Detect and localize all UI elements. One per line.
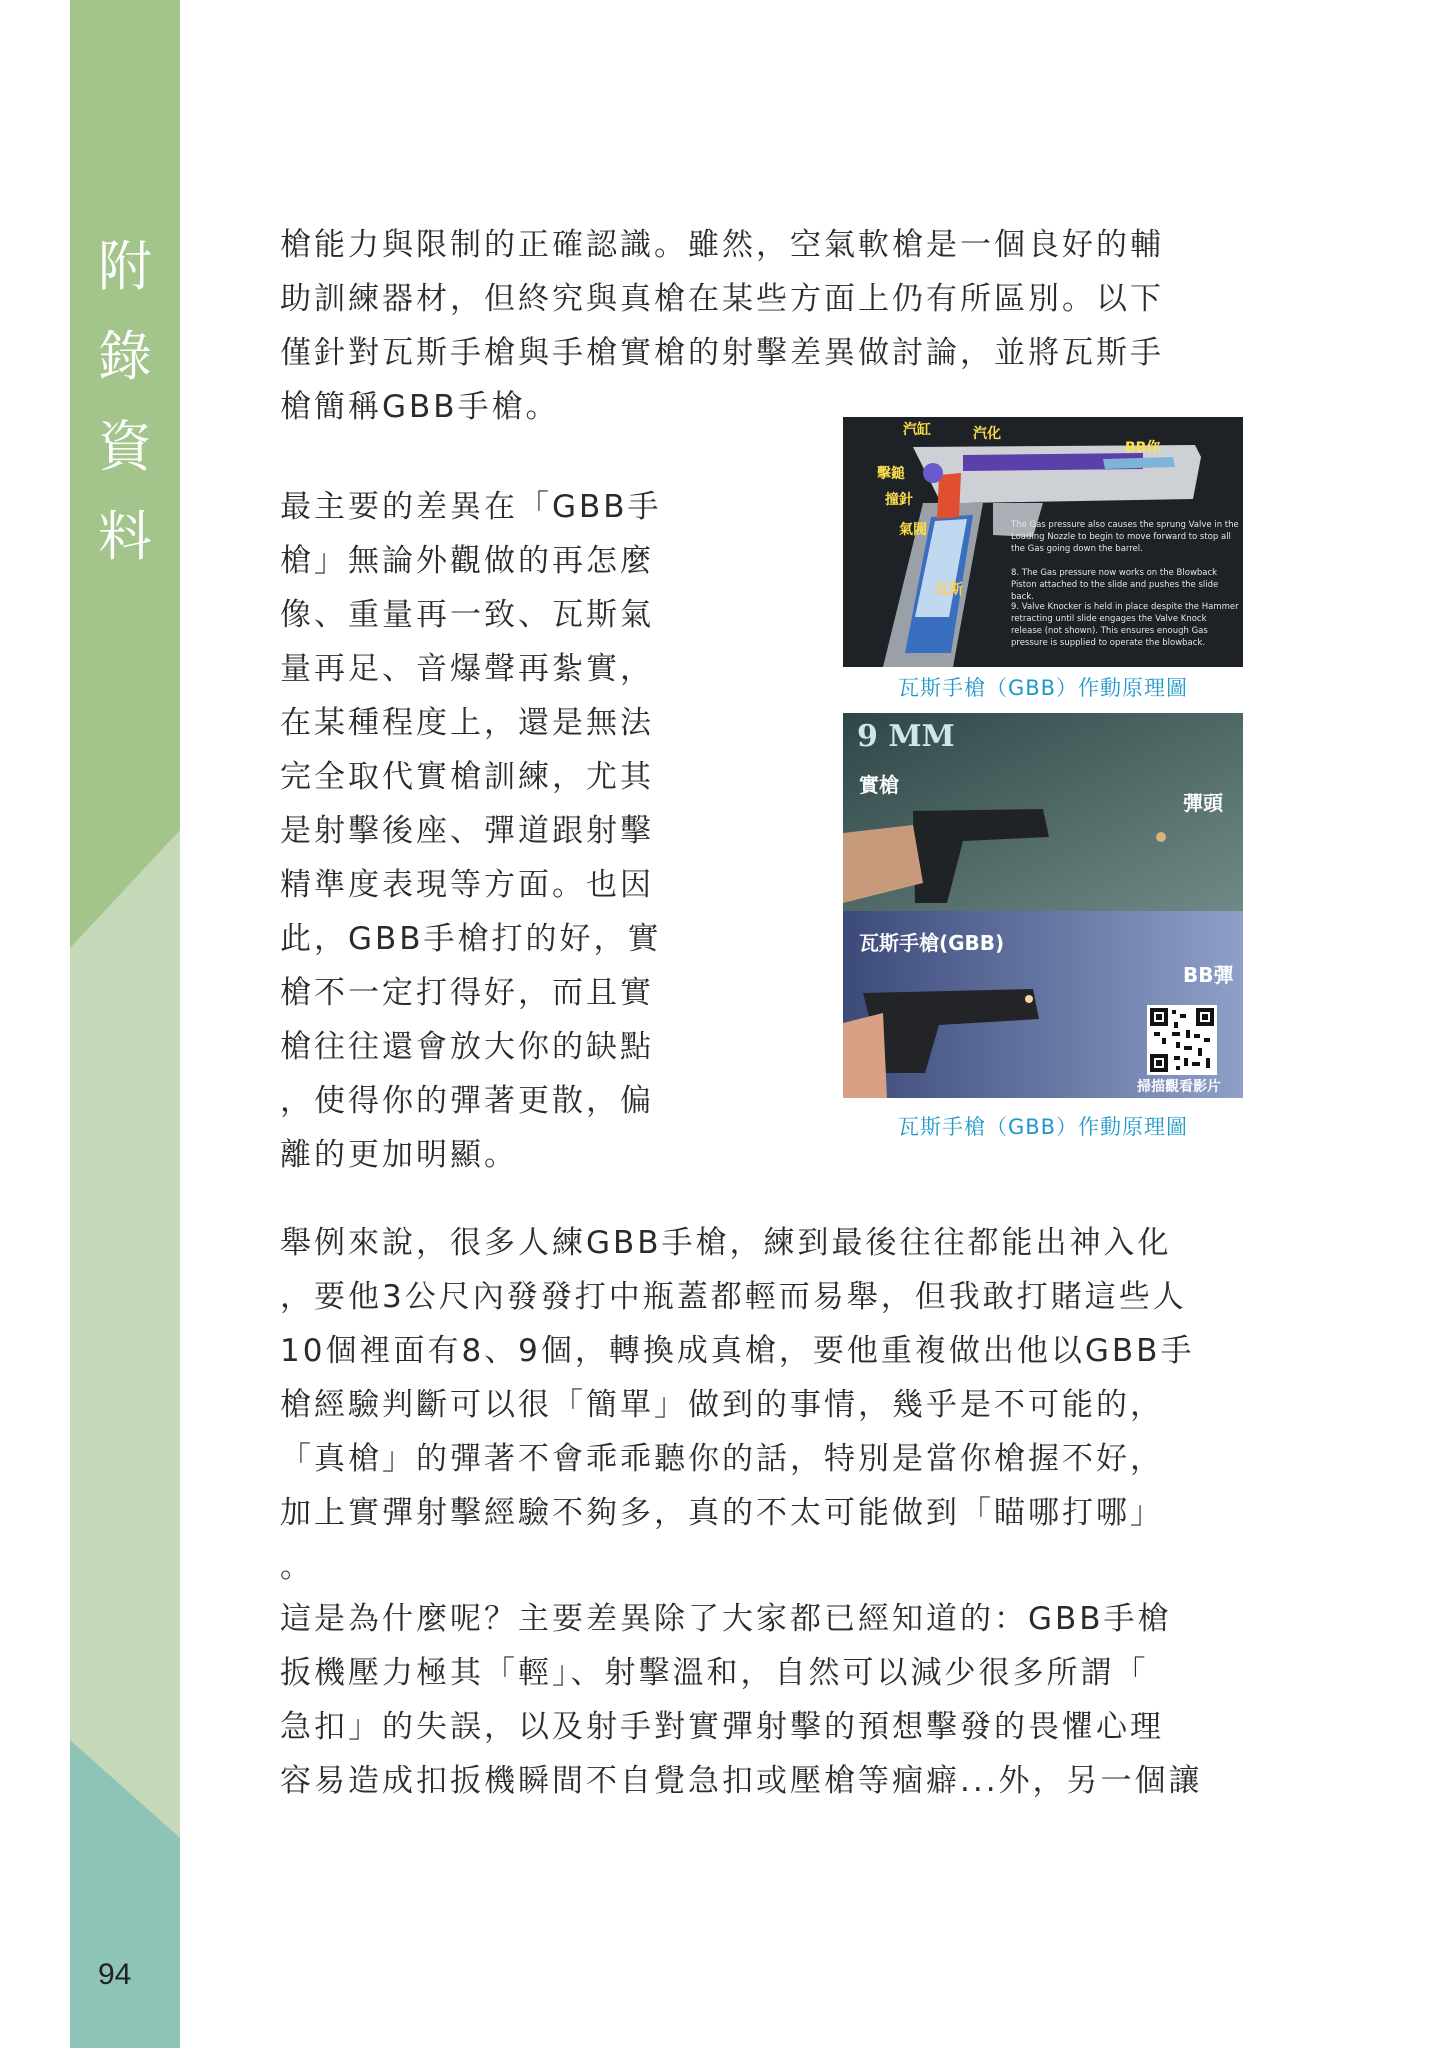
bb-label: BB彈 <box>1183 963 1234 987</box>
label-vaporize: 汽化 <box>973 426 1001 442</box>
label-cylinder: 汽缸 <box>903 422 931 438</box>
section-title-vertical <box>70 222 180 582</box>
text-line: 槍」無論外觀做的再怎麼 <box>280 543 654 579</box>
text-line: 扳機壓力極其「輕」、射擊溫和，自然可以減少很多所謂「 <box>280 1655 1149 1691</box>
diagram-note: 9. Valve Knocker is held in place despite the Hammer retracting until slide engages the Valve Knock release (not shown). This ensures enough Gas pressure is supplied to operate the blowback. <box>1011 602 1239 648</box>
text-line: 最主要的差異在「GBB手 <box>280 489 662 525</box>
page-number: 94 <box>98 1958 132 1991</box>
paragraph-example <box>280 1216 1194 1594</box>
label-bb: BB你 <box>1125 440 1161 456</box>
text-line: 10個裡面有8、9個，轉換成真槍，要他重複做出他以GBB手 <box>280 1333 1195 1369</box>
text-line: 舉例來說，很多人練GBB手槍，練到最後往往都能出神入化 <box>280 1225 1172 1261</box>
text-line: 像、重量再一致、瓦斯氣 <box>280 597 654 633</box>
paragraph-intro <box>280 218 1164 434</box>
paragraph-why <box>280 1592 1203 1808</box>
diagram-note: The Gas pressure also causes the sprung Valve in the Loading Nozzle to begin to move forward to stop all the Gas going down the barrel. <box>1011 520 1239 554</box>
text-line: 精準度表現等方面。也因 <box>280 867 654 903</box>
figure-caption: 瓦斯手槍（GBB）作動原理圖 <box>897 1115 1189 1139</box>
text-line: 此，GBB手槍打的好，實 <box>280 921 662 957</box>
text-line: 加上實彈射擊經驗不夠多，真的不太可能做到「瞄哪打哪」 <box>280 1495 1164 1531</box>
section-title-char: 附 <box>98 235 152 298</box>
text-line: ，要他3公尺內發發打中瓶蓋都輕而易舉，但我敢打賭這些人 <box>280 1279 1187 1315</box>
caliber-label: 9 MM <box>857 719 955 754</box>
text-line: 「真槍」的彈著不會乖乖聽你的話，特別是當你槍握不好， <box>280 1441 1164 1477</box>
label-hammer: 擊鎚 <box>877 466 905 482</box>
text-line: 槍簡稱GBB手槍。 <box>280 389 560 425</box>
text-line: 完全取代實槍訓練，尤其 <box>280 759 654 795</box>
text-line: 是射擊後座、彈道跟射擊 <box>280 813 654 849</box>
diagram-note: 8. The Gas pressure now works on the Blowback Piston attached to the slide and pushes the slide back. <box>1011 568 1219 602</box>
text-line: 這是為什麼呢？主要差異除了大家都已經知道的：GBB手槍 <box>280 1601 1172 1637</box>
bullet-label: 彈頭 <box>1183 791 1223 815</box>
paragraph-main-difference <box>280 480 662 1182</box>
text-line: 槍能力與限制的正確認識。雖然，空氣軟槍是一個良好的輔 <box>280 227 1164 263</box>
text-line: 急扣」的失誤，以及射手對實彈射擊的預想擊發的畏懼心理 <box>280 1709 1164 1745</box>
real-gun-label: 實槍 <box>859 773 899 797</box>
text-line: 在某種程度上，還是無法 <box>280 705 654 741</box>
text-line: ，使得你的彈著更散，偏 <box>280 1083 654 1119</box>
text-line: 量再足、音爆聲再紮實， <box>280 651 654 687</box>
qr-scan-label: 掃描觀看影片 <box>1137 1079 1221 1095</box>
section-title-char: 料 <box>98 505 152 568</box>
section-title-char: 資 <box>98 415 152 478</box>
qr-code[interactable] <box>1147 1005 1217 1075</box>
text-line: 。 <box>280 1549 314 1585</box>
section-title-char: 錄 <box>98 325 152 388</box>
label-striker: 撞針 <box>885 492 913 508</box>
gas-gun-label: 瓦斯手槍(GBB) <box>859 931 1005 955</box>
label-gas: 瓦斯 <box>935 582 963 598</box>
gbb-mechanism-diagram <box>843 417 1243 667</box>
text-line: 槍不一定打得好，而且實 <box>280 975 654 1011</box>
figure-caption: 瓦斯手槍（GBB）作動原理圖 <box>897 676 1189 700</box>
text-line: 槍經驗判斷可以很「簡單」做到的事情，幾乎是不可能的， <box>280 1387 1164 1423</box>
real-vs-gbb-comparison <box>843 713 1243 1098</box>
text-line: 助訓練器材，但終究與真槍在某些方面上仍有所區別。以下 <box>280 281 1164 317</box>
text-line: 容易造成扣扳機瞬間不自覺急扣或壓槍等痼癖...外，另一個讓 <box>280 1763 1203 1799</box>
label-valve: 氣閥 <box>899 522 927 538</box>
text-line: 槍往往還會放大你的缺點 <box>280 1029 654 1065</box>
text-line: 離的更加明顯。 <box>280 1137 518 1173</box>
text-line: 僅針對瓦斯手槍與手槍實槍的射擊差異做討論，並將瓦斯手 <box>280 335 1164 371</box>
qr-code-icon <box>1150 1008 1214 1072</box>
